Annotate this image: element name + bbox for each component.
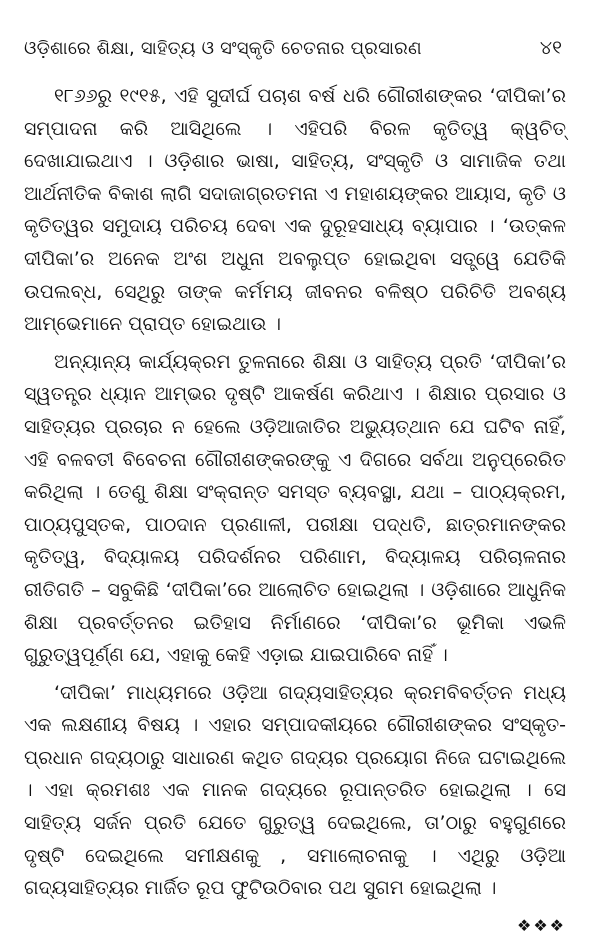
running-header — [24, 34, 566, 64]
running-title: ଓଡ଼ିଶାରେ ଶିକ୍ଷା, ସାହିତ୍ୟ ଓ ସଂସ୍କୃତି ଚେତନାର ପ୍ରସାରଣ — [24, 38, 422, 59]
body-text — [24, 80, 566, 905]
paragraph-1: ୧୮୬୬ରୁ ୧୯୧୫, ଏହି ସୁଦୀର୍ଘ ପଚାଶ ବର୍ଷ ଧରି ଗୌରୀଶଙ୍କର ‘ଦୀପିକା’ର ସମ୍ପାଦନା କରି ଆସିଥିଲେ । ଏହିପରି ବିରଳ କୃତିତ୍ୱ କ୍ୱଚିତ୍ ଦେଖାଯାଇଥାଏ । ଓଡ଼ିଶାର ଭାଷା, ସାହିତ୍ୟ, ସଂସ୍କୃତି ଓ ସାମାଜିକ ତଥା ଆର୍ଥନୀତିକ ବିକାଶ ଲାଗି ସଦାଜାଗ୍ରତମନା ଏ ମହାଶୟଙ୍କର ଆୟାସ, କୃତି ଓ କୃତିତ୍ୱର ସମୁଦାୟ ପରିଚୟ ଦେବା ଏକ ଦୁରୂହସାଧ୍ୟ ବ୍ୟାପାର । ‘ଉତ୍କଳ ଦୀପିକା’ର ଅନେକ ଅଂଶ ଅଧୁନା ଅବଲୁପ୍ତ ହୋଇଥିବା ସତ୍ତ୍ୱେ ଯେତିକି ଉପଲବ୍ଧ, ସେଥିରୁ ତାଙ୍କ କର୍ମମୟ ଜୀବନର ବଳିଷ୍ଠ ପରିଚିତି ଅବଶ୍ୟ ଆମ୍ଭେମାନେ ପ୍ରାପ୍ତ ହୋଇଥାଉ । — [24, 85, 566, 336]
page-number: ୪୧ — [539, 37, 562, 59]
paragraph-2: ଅନ୍ୟାନ୍ୟ କାର୍ଯ୍ୟକ୍ରମ ତୁଳନାରେ ଶିକ୍ଷା ଓ ସାହିତ୍ୟ ପ୍ରତି ‘ଦୀପିକା’ର ସ୍ୱତନ୍ତ୍ର ଧ୍ୟାନ ଆମ୍ଭର ଦୃଷ୍ଟି ଆକର୍ଷଣ କରିଥାଏ । ଶିକ୍ଷାର ପ୍ରସାର ଓ ସାହିତ୍ୟର ପ୍ରଚାର ନ ହେଲେ ଓଡ଼ିଆଜାତିର ଅଭ୍ୟୁତ୍‌ଥାନ ଯେ ଘଟିବ ନାହିଁ, ଏହି ବଳବତୀ ବିବେଚନା ଗୌରୀଶଙ୍କରଙ୍କୁ ଏ ଦିଗରେ ସର୍ବଥା ଅନୁପ୍ରେରିତ କରିଥିଲା । ତେଣୁ ଶିକ୍ଷା ସଂକ୍ରାନ୍ତ ସମସ୍ତ ବ୍ୟବସ୍ଥା, ଯଥା – ପାଠ୍ୟକ୍ରମ, ପାଠ୍ୟପୁସ୍ତକ, ପାଠଦାନ ପ୍ରଣାଳୀ, ପରୀକ୍ଷା ପଦ୍ଧତି, ଛାତ୍ରମାନଙ୍କର କୃତିତ୍ୱ, ବିଦ୍ୟାଳୟ ପରିଦର୍ଶନର ପରିଣାମ, ବିଦ୍ୟାଳୟ ପରିଚାଳନାର ରୀତିଗତି – ସବୁକିଛି ‘ଦୀପିକା’ରେ ଆଲୋଚିତ ହୋଇଥିଲା । ଓଡ଼ିଶାରେ ଆଧୁନିକ ଶିକ୍ଷା ପ୍ରବର୍ତ୍ତନର ଇତିହାସ ନିର୍ମାଣରେ ‘ଦୀପିକା’ର ଭୂମିକା ଏଭଳି ଗୁରୁତ୍ୱପୂର୍ଣ୍ଣ ଯେ, ଏହାକୁ କେହି ଏଡ଼ାଇ ଯାଇପାରିବେ ନାହିଁ । — [24, 350, 566, 667]
paragraph-3: ‘ଦୀପିକା’ ମାଧ୍ୟମରେ ଓଡ଼ିଆ ଗଦ୍ୟସାହିତ୍ୟର କ୍ରମବିବର୍ତ୍ତନ ମଧ୍ୟ ଏକ ଲକ୍ଷଣୀୟ ବିଷୟ । ଏହାର ସମ୍ପାଦକୀୟରେ ଗୌରୀଶଙ୍କର ସଂସ୍କୃତ-ପ୍ରଧାନ ଗଦ୍ୟଠାରୁ ସାଧାରଣ କଥିତ ଗଦ୍ୟର ପ୍ରୟୋଗ ନିଜେ ଘଟାଇଥିଲେ । ଏହା କ୍ରମଶଃ ଏକ ମାନକ ଗଦ୍ୟରେ ରୂପାନ୍ତରିତ ହୋଇଥିଲା । ସେ ସାହିତ୍ୟ ସର୍ଜନ ପ୍ରତି ଯେତେ ଗୁରୁତ୍ୱ ଦେଇଥିଲେ, ତା’ଠାରୁ ବହୁଗୁଣରେ ଦୃଷ୍ଟି ଦେଇଥିଲେ ସମୀକ୍ଷଣକୁ , ସମାଲୋଚନାକୁ । ଏଥିରୁ ଓଡ଼ିଆ ଗଦ୍ୟସାହିତ୍ୟର ମାର୍ଜିତ ରୂପ ଫୁଟିଉଠିବାର ପଥ ସୁଗମ ହୋଇଥିଲା । — [24, 681, 566, 900]
section-end-ornament: ❖❖❖ — [516, 916, 566, 935]
